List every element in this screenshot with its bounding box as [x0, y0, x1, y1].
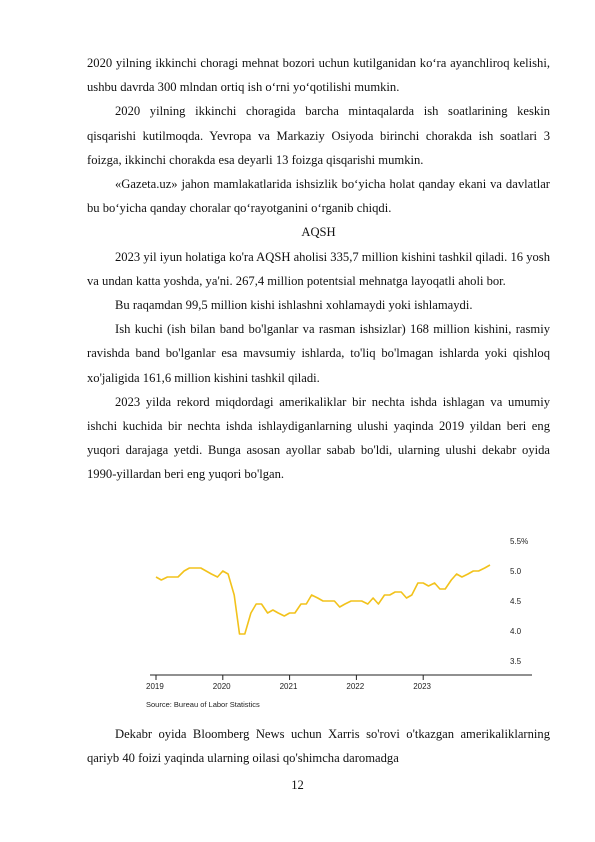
y-tick-label: 4.5 [510, 597, 522, 606]
paragraph: 2023 yil iyun holatiga ko'ra AQSH aholisi 335,7 million kishini tashkil qiladi. 16 yosh va undan katta yoshda, ya'ni. 267,4 million potentsial mehnatga layoqatli aholi bor. [87, 249, 550, 288]
unemployment-line-chart [140, 525, 540, 710]
x-tick-label: 2023 [413, 682, 431, 691]
section-heading: AQSH [301, 225, 336, 240]
y-tick-label: 4.0 [510, 627, 522, 636]
chart-source: Source: Bureau of Labor Statistics [146, 700, 260, 709]
y-tick-label: 5.5% [510, 537, 529, 546]
x-tick-label: 2022 [346, 682, 365, 691]
document-body [87, 51, 550, 487]
page-number: 12 [291, 778, 304, 792]
paragraph: Dekabr oyida Bloomberg News uchun Xarris so'rovi o'tkazgan amerikaliklarning qariyb 40 foizi yaqinda ularning oilasi qo'shimcha daromadga [87, 727, 550, 766]
paragraph: Ish kuchi (ish bilan band bo'lganlar va rasman ishsizlar) 168 million kishini, rasmiy ravishda band bo'lganlar esa mavsumiy ishlarda, to'liq bo'lmagan ishlarda yoki qishloq xo'jaligida 161,6 million kishini tashkil qiladi. [87, 322, 550, 385]
series-line [156, 565, 490, 634]
paragraph: 2020 yilning ikkinchi choragi mehnat bozori uchun kutilganidan ko‘ra ayanchliroq kelishi, ushbu davrda 300 mlndan ortiq ish o‘rni yo‘qotilishi mumkin. [87, 56, 550, 95]
paragraph: «Gazeta.uz» jahon mamlakatlarida ishsizlik bo‘yicha holat qanday ekani va davlatlar bu bo‘yicha qanday choralar qo‘rayotganini o‘rganib chiqdi. [87, 177, 550, 216]
y-tick-label: 5.0 [510, 567, 522, 576]
x-tick-label: 2020 [212, 682, 231, 691]
paragraph: Bu raqamdan 99,5 million kishi ishlashni xohlamaydi yoki ishlamaydi. [115, 298, 473, 313]
x-tick-label: 2019 [146, 682, 164, 691]
y-tick-label: 3.5 [510, 657, 522, 666]
document-body-continued [87, 722, 550, 770]
x-tick-label: 2021 [279, 682, 298, 691]
paragraph: 2023 yilda rekord miqdordagi amerikaliklar bir nechta ishda ishlagan va umumiy ishchi kuchida bir nechta ishda ishlaydiganlarning ulushi yaqinda 2019 yildan beri eng yuqori darajaga yetdi. Bunga asosan ayollar sabab bo'ldi, ularning ulushi dekabr oyida 1990-yillardan beri eng yuqori bo'lgan. [87, 394, 550, 482]
paragraph: 2020 yilning ikkinchi choragida barcha mintaqalarda ish soatlarining keskin qisqarishi kutilmoqda. Yevropa va Markaziy Osiyoda birinchi chorakda ish soatlari 3 foizga, ikkinchi chorakda esa deyarli 13 foizga qisqarishi mumkin. [87, 104, 550, 167]
